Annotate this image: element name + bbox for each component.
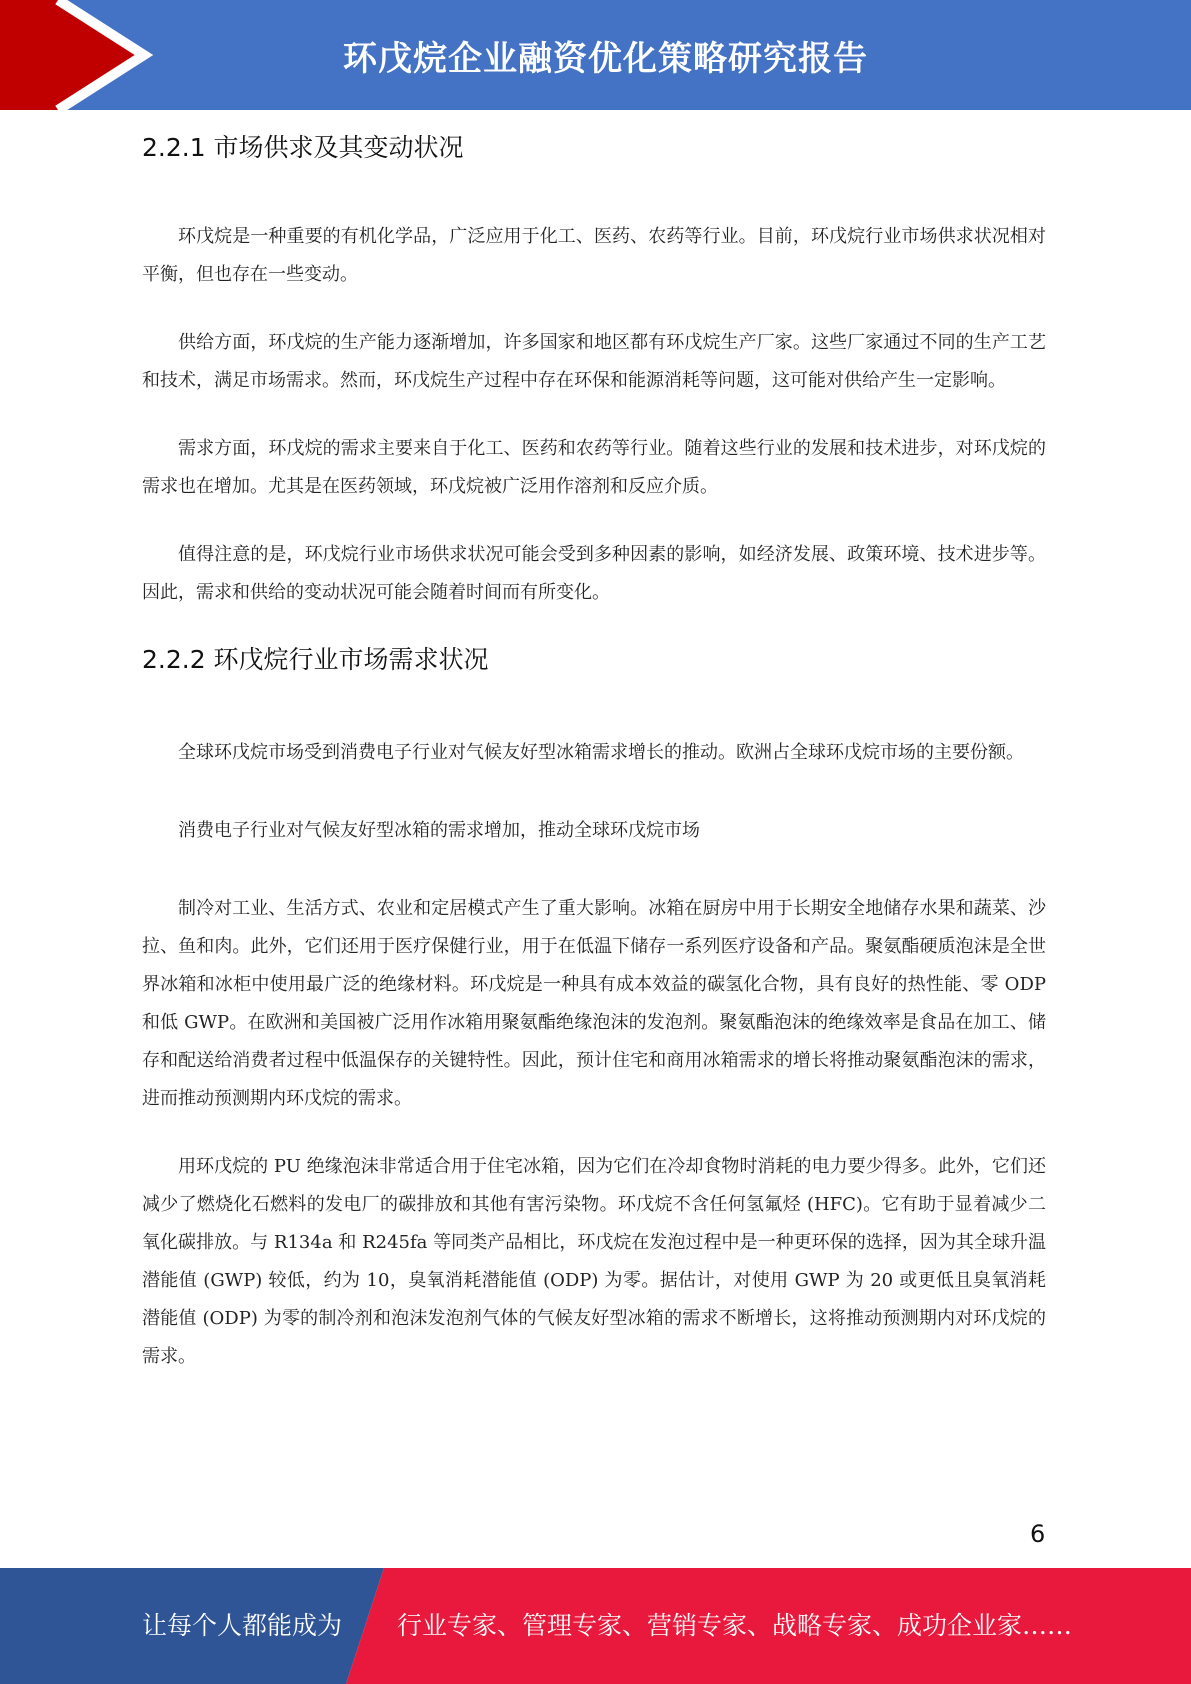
- paragraph: 需求方面，环戊烷的需求主要来自于化工、医药和农药等行业。随着这些行业的发展和技术进步，对环戊烷的需求也在增加。尤其是在医药领域，环戊烷被广泛用作溶剂和反应介质。: [142, 438, 1046, 497]
- report-title: 环戊烷企业融资优化策略研究报告: [343, 38, 868, 79]
- paragraph: 值得注意的是，环戊烷行业市场供求状况可能会受到多种因素的影响，如经济发展、政策环境、技术进步等。因此，需求和供给的变动状况可能会随着时间而有所变化。: [142, 544, 1046, 603]
- footer-slogan-right: 行业专家、管理专家、营销专家、战略专家、成功企业家……: [397, 1611, 1073, 1640]
- paragraph: 全球环戊烷市场受到消费电子行业对气候友好型冰箱需求增长的推动。欧洲占全球环戊烷市场的主要份额。: [178, 742, 1024, 763]
- page-body: [142, 128, 1046, 1376]
- header-red-chevron: [0, 0, 148, 110]
- paragraph: 供给方面，环戊烷的生产能力逐渐增加，许多国家和地区都有环戊烷生产厂家。这些厂家通过不同的生产工艺和技术，满足市场需求。然而，环戊烷生产过程中存在环保和能源消耗等问题，这可能对供给产生一定影响。: [142, 332, 1046, 391]
- paragraph: 制冷对工业、生活方式、农业和定居模式产生了重大影响。冰箱在厨房中用于长期安全地储存水果和蔬菜、沙拉、鱼和肉。此外，它们还用于医疗保健行业，用于在低温下储存一系列医疗设备和产品。聚氨酯硬质泡沫是全世界冰箱和冰柜中使用最广泛的绝缘材料。环戊烷是一种具有成本效益的碳氢化合物，具有良好的热性能、零 ODP 和低 GWP。在欧洲和美国被广泛用作冰箱用聚氨酯绝缘泡沫的发泡剂。聚氨酯泡沫的绝缘效率是食品在加工、储存和配送给消费者过程中低温保存的关键特性。因此，预计住宅和商用冰箱需求的增长将推动聚氨酯泡沫的需求，进而推动预测期内环戊烷的需求。: [142, 898, 1046, 1109]
- page-header: [0, 0, 1191, 110]
- paragraph: 用环戊烷的 PU 绝缘泡沫非常适合用于住宅冰箱，因为它们在冷却食物时消耗的电力要少得多。此外，它们还减少了燃烧化石燃料的发电厂的碳排放和其他有害污染物。环戊烷不含任何氢氟烃 (HFC)。它有助于显着减少二氧化碳排放。与 R134a 和 R245fa 等同类产品相比，环戊烷在发泡过程中是一种更环保的选择，因为其全球升温潜能值 (GWP) 较低，约为 10，臭氧消耗潜能值 (ODP) 为零。据估计，对使用 GWP 为 20 或更低且臭氧消耗潜能值 (ODP) 为零的制冷剂和泡沫发泡剂气体的气候友好型冰箱的需求不断增长，这将推动预测期内对环戊烷的需求。: [142, 1156, 1046, 1367]
- page-footer: [0, 1568, 1191, 1684]
- page-number: 6: [1030, 1520, 1046, 1548]
- paragraph: 环戊烷是一种重要的有机化学品，广泛应用于化工、医药、农药等行业。目前，环戊烷行业市场供求状况相对平衡，但也存在一些变动。: [142, 226, 1046, 285]
- footer-slogan-left: 让每个人都能成为: [142, 1611, 343, 1640]
- section-heading-2-2-1: 2.2.1 市场供求及其变动状况: [142, 133, 464, 162]
- paragraph: 消费电子行业对气候友好型冰箱的需求增加，推动全球环戊烷市场: [178, 820, 700, 841]
- section-heading-2-2-2: 2.2.2 环戊烷行业市场需求状况: [142, 645, 489, 674]
